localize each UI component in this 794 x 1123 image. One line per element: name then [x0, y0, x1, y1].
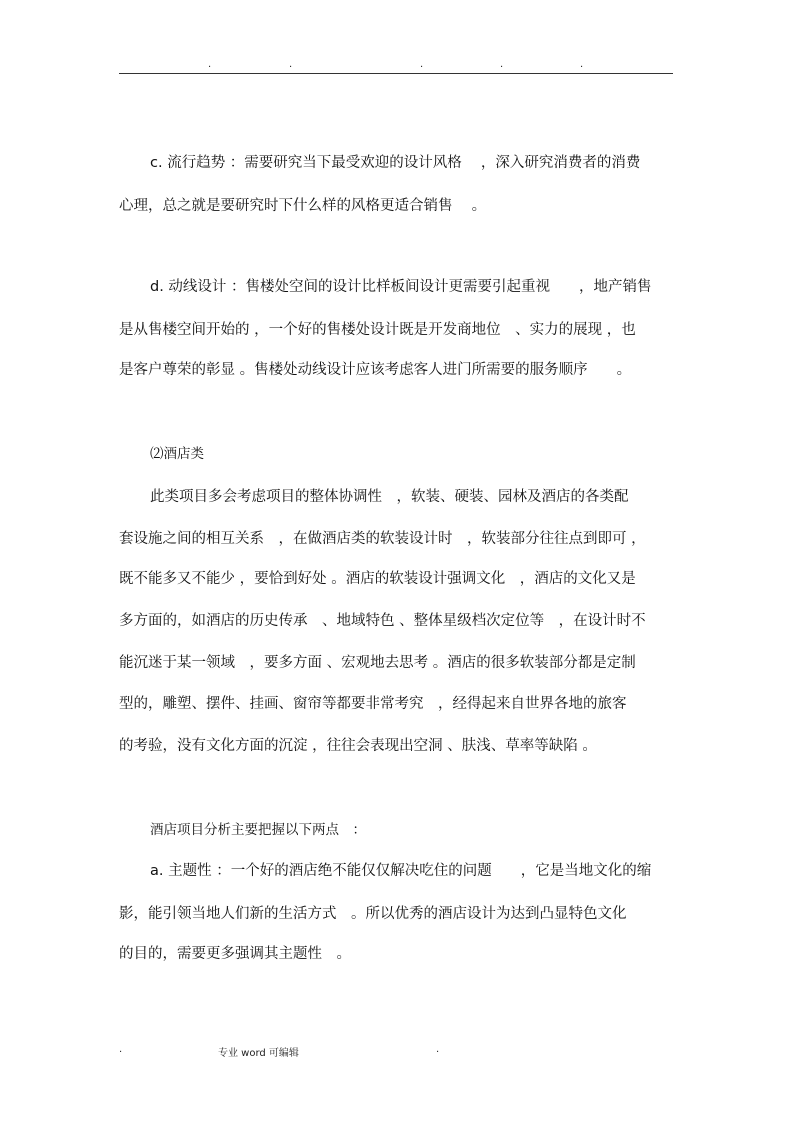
paragraph-hotel-line-7: 的考验，没有文化方面的沉淀 ，往往会表现出空洞 、肤浅、草率等缺陷 。 [119, 738, 597, 754]
header-rule [119, 73, 673, 74]
paragraph-a-line-3: 的目的，需要更多强调其主题性 。 [119, 946, 351, 962]
header-dots [0, 60, 794, 72]
header-dot: . [580, 59, 584, 70]
paragraph-hotel-line-6: 型的，雕塑、摆件、挂画、窗帘等都要非常考究 ，经得起来自世界各地的旅客 [119, 696, 627, 712]
footer-caption: 专业 word 可编辑 [218, 1048, 299, 1059]
footer-dot-left: . [119, 1044, 123, 1055]
paragraph-hotel-line-4: 多方面的，如酒店的历史传承 、地域特色 、整体星级档次定位等 ，在设计时不 [119, 613, 646, 629]
paragraph-hotel-line-3: 既不能多又不能少 ，要恰到好处 。酒店的软装设计强调文化 ，酒店的文化又是 [119, 571, 636, 587]
paragraph-c-line-1: c. 流行趋势 ：需要研究当下最受欢迎的设计风格 ，深入研究消费者的消费 [150, 155, 641, 171]
paragraph-hotel-line-1: 此类项目多会考虑项目的整体协调性 ，软装、硬装、园林及酒店的各类配 [150, 489, 629, 505]
paragraph-d-line-2: 是从售楼空间开始的 ，一个好的售楼处设计既是开发商地位 、实力的展现 ，也 [119, 322, 636, 338]
paragraph-hotel-line-2: 套设施之间的相互关系 ，在做酒店类的软装设计时 ，软装部分往往点到即可 ， [119, 531, 646, 547]
paragraph-a-line-2: 影，能引领当地人们新的生活方式 。所以优秀的酒店设计为达到凸显特色文化 [119, 906, 627, 922]
page-footer [0, 1044, 794, 1060]
paragraph-c-line-2: 心理，总之就是要研究时下什么样的风格更适合销售 。 [119, 198, 487, 214]
paragraph-a-line-1: a. 主题性 ：一个好的酒店绝不能仅仅解决吃住的问题 ，它是当地文化的缩 [150, 863, 652, 879]
header-dot: . [289, 59, 293, 70]
paragraph-d-line-3: 是客户尊荣的彰显 。售楼处动线设计应该考虑客人进门所需要的服务顺序 。 [119, 362, 632, 378]
header-dot: . [420, 59, 424, 70]
analysis-intro: 酒店项目分析主要把握以下两点 ： [150, 822, 366, 838]
header-dot: . [500, 59, 504, 70]
paragraph-d-line-1: d. 动线设计 ：售楼处空间的设计比样板间设计更需要引起重视 ，地产销售 [150, 279, 652, 295]
header-dot: . [208, 59, 212, 70]
footer-dot-right: . [436, 1044, 440, 1055]
paragraph-hotel-line-5: 能沉迷于某一领域 ，要多方面 、宏观地去思考 。酒店的很多软装部分都是定制 [119, 655, 636, 671]
section-heading-hotel: ⑵酒店类 [150, 446, 204, 462]
